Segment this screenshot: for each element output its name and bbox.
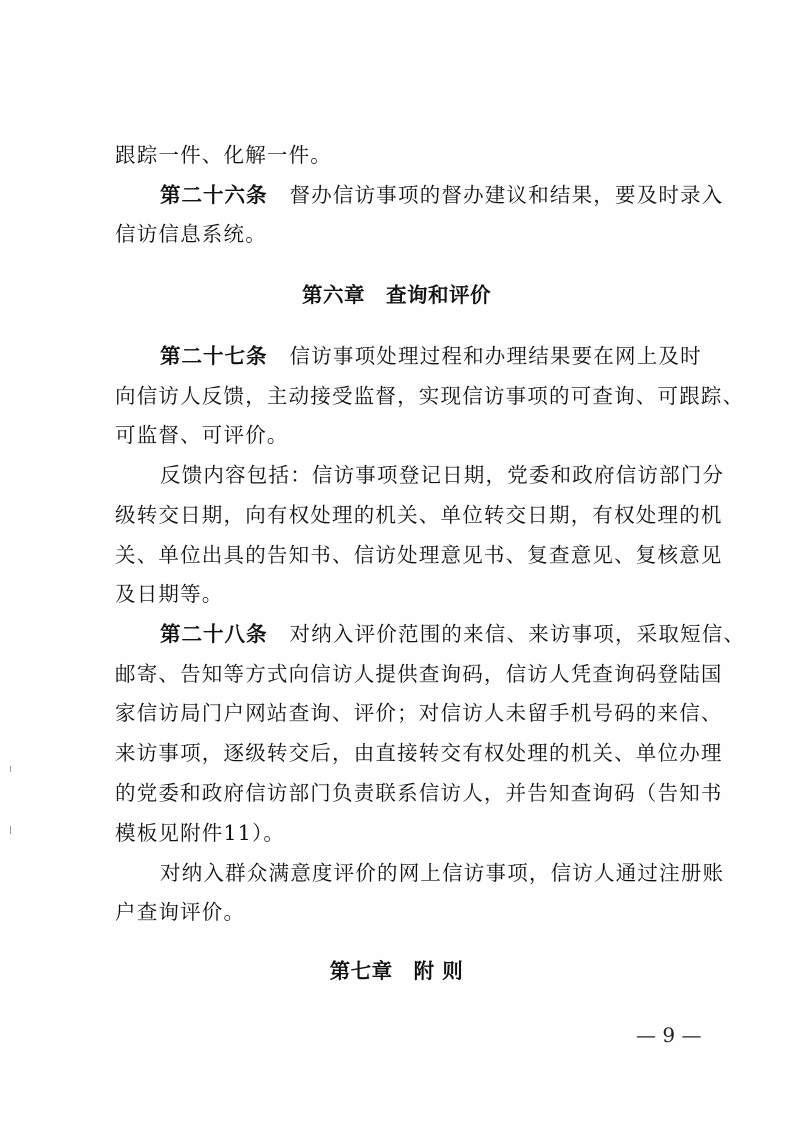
- article-28: [160, 619, 746, 649]
- paragraph-line: 关、单位出具的告知书、信访处理意见书、复查意见、复核意见: [115, 543, 723, 567]
- article-26: [160, 180, 724, 210]
- chapter-six-heading: 第六章 查询和评价: [302, 283, 491, 307]
- article-number: 第二十六条: [160, 183, 268, 207]
- chapter-seven-heading: 第七章 附 则: [329, 959, 464, 983]
- paragraph-line: 可监督、可评价。: [115, 423, 289, 447]
- paragraph-line: 反馈内容包括：信访事项登记日期，党委和政府信访部门分: [160, 463, 725, 487]
- article-number: 第二十七条: [160, 344, 268, 368]
- article-text: 对纳入评价范围的来信、来访事项，采取短信、: [289, 622, 746, 646]
- paragraph-line: 户查询评价。: [115, 900, 246, 924]
- paragraph-line: 家信访局门户网站查询、评价；对信访人未留手机号码的来信、: [115, 701, 723, 725]
- paragraph-line: 及日期等。: [115, 582, 224, 606]
- paragraph-line: 模板见附件11）。: [115, 821, 286, 845]
- article-number: 第二十八条: [160, 622, 268, 646]
- paragraph-line: 信访信息系统。: [115, 222, 267, 246]
- paragraph-line: 的党委和政府信访部门负责联系信访人，并告知查询码（告知书: [115, 781, 723, 805]
- article-text: 督办信访事项的督办建议和结果，要及时录入: [289, 183, 724, 207]
- paragraph-line: 跟踪一件、化解一件。: [115, 143, 332, 167]
- paragraph-line: 向信访人反馈，主动接受监督，实现信访事项的可查询、可跟踪、: [115, 384, 745, 408]
- page-number: — 9 —: [636, 1023, 702, 1047]
- paragraph-line: 来访事项，逐级转交后，由直接转交有权处理的机关、单位办理: [115, 741, 723, 765]
- paragraph-line: 对纳入群众满意度评价的网上信访事项，信访人通过注册账: [160, 861, 725, 885]
- article-text: 信访事项处理过程和办理结果要在网上及时: [289, 344, 702, 368]
- article-27: [160, 341, 715, 371]
- paragraph-line: 级转交日期，向有权处理的机关、单位转交日期，有权处理的机: [115, 503, 723, 527]
- paragraph-line: 邮寄、告知等方式向信访人提供查询码，信访人凭查询码登陆国: [115, 662, 723, 686]
- scan-speck: [10, 766, 11, 772]
- scan-speck: [10, 826, 11, 834]
